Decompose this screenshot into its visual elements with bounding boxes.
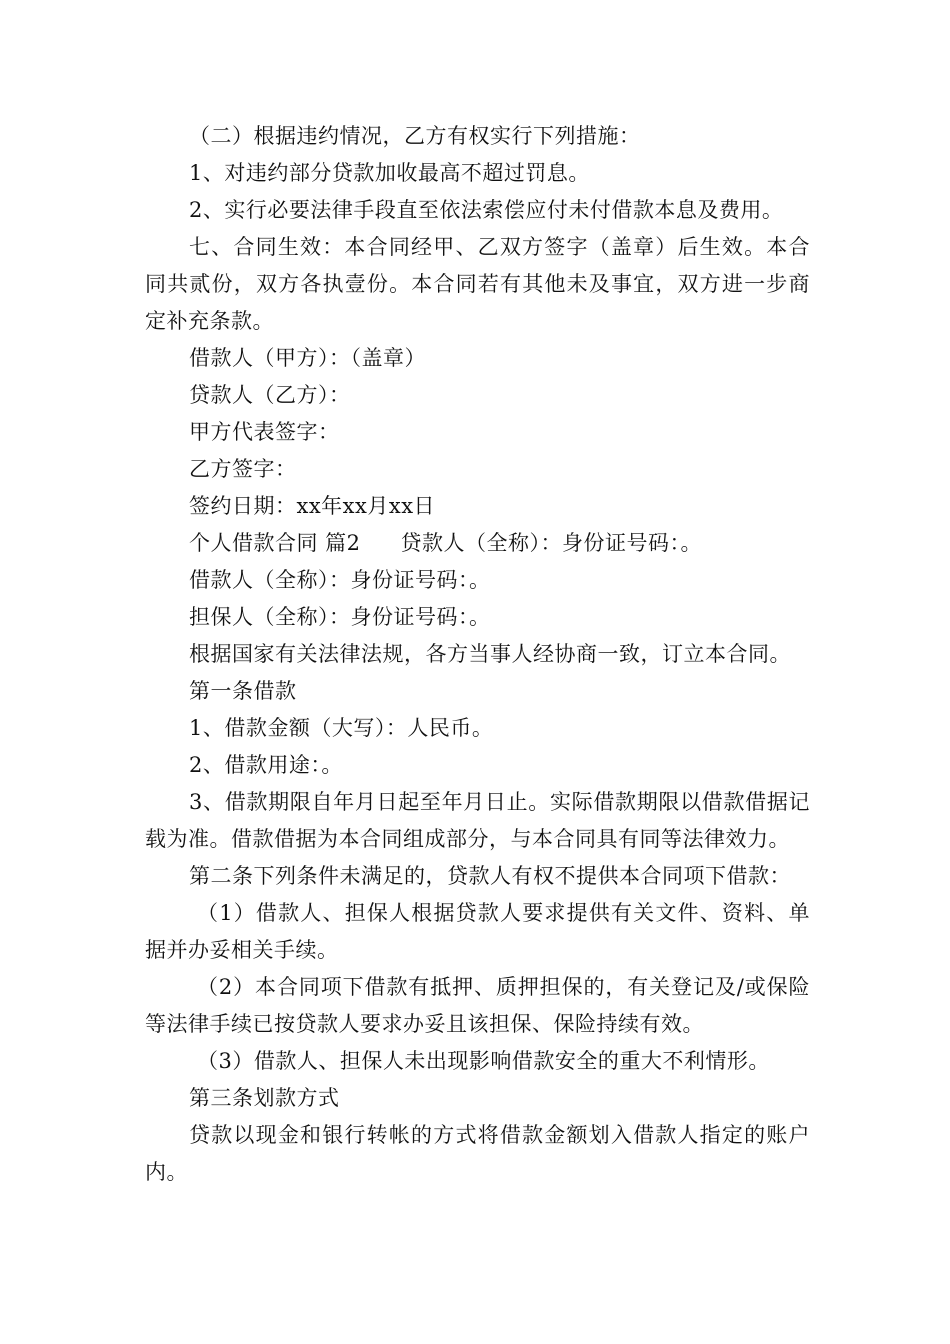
signature-party-b: 乙方签字： — [189, 457, 297, 481]
article-2-heading: 第二条下列条件未满足的，贷款人有权不提供本合同项下借款： — [189, 864, 791, 888]
condition-1-paragraph: （1）借款人、担保人根据贷款人要求提供有关文件、资料、单据并办妥相关手续。 — [145, 901, 810, 962]
loan-purpose-line: 2、借款用途：。 — [189, 753, 343, 777]
contract-2-header-line — [145, 525, 810, 562]
loan-term-paragraph: 3、借款期限自年月日起至年月日止。实际借款期限以借款借据记载为准。借款借据为本合同组成部分，与本合同具有同等法律效力。 — [145, 790, 810, 851]
article-3-heading: 第三条划款方式 — [189, 1086, 340, 1110]
paragraph-contract-effective: 七、合同生效：本合同经甲、乙双方签字（盖章）后生效。本合同共贰份，双方各执壹份。本合同若有其他未及事宜，双方进一步商定补充条款。 — [145, 235, 810, 333]
paragraph-measures-heading: （二）根据违约情况，乙方有权实行下列措施： — [189, 124, 641, 148]
article-1-heading: 第一条借款 — [189, 679, 297, 703]
paragraph-contract-basis: 根据国家有关法律法规，各方当事人经协商一致，订立本合同。 — [189, 642, 791, 666]
condition-2-paragraph: （2）本合同项下借款有抵押、质押担保的，有关登记及/或保险等法律手续已按贷款人要求办妥且该担保、保险持续有效。 — [145, 975, 810, 1036]
signing-date: 签约日期：xx年xx月xx日 — [189, 494, 436, 518]
guarantor-full-name-line: 担保人（全称）：身份证号码：。 — [189, 605, 491, 629]
transfer-method-paragraph: 贷款以现金和银行转帐的方式将借款金额划入借款人指定的账户内。 — [145, 1123, 810, 1184]
loan-amount-line: 1、借款金额（大写）：人民币。 — [189, 716, 494, 740]
contract-2-title: 个人借款合同 篇2 — [189, 531, 361, 555]
document-body — [145, 118, 810, 1191]
signature-lender: 贷款人（乙方）： — [189, 383, 351, 407]
paragraph-legal-means: 2、实行必要法律手段直至依法索偿应付未付借款本息及费用。 — [189, 198, 784, 222]
lender-full-name-line: 贷款人（全称）：身份证号码：。 — [400, 531, 703, 555]
signature-party-a-representative: 甲方代表签字： — [189, 420, 340, 444]
borrower-full-name-line: 借款人（全称）：身份证号码：。 — [189, 568, 491, 592]
condition-3-paragraph: （3）借款人、担保人未出现影响借款安全的重大不利情形。 — [197, 1049, 770, 1073]
paragraph-penalty-interest: 1、对违约部分贷款加收最高不超过罚息。 — [189, 161, 590, 185]
signature-borrower: 借款人（甲方）：（盖章） — [189, 346, 426, 370]
